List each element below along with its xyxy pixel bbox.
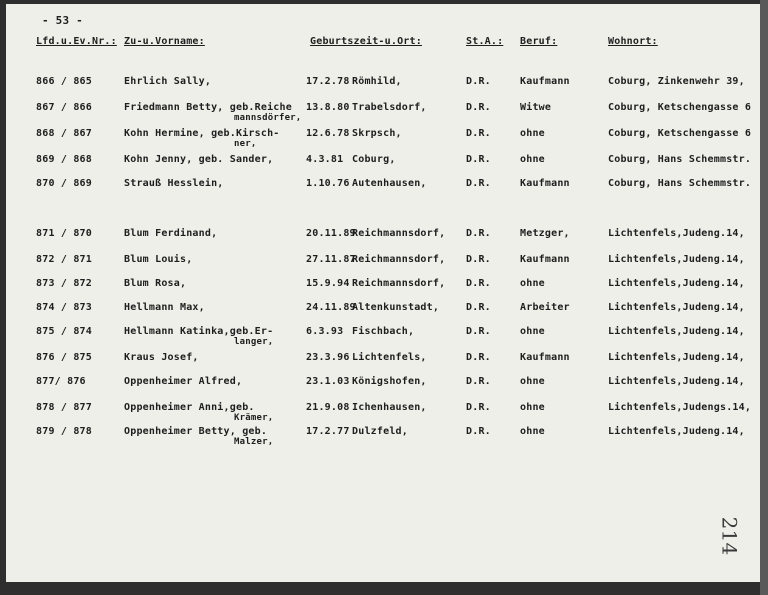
row-birthplace: Altenkunstadt, [352,302,440,313]
row-beruf: ohne [520,326,545,337]
table-row [6,154,760,178]
table-row [6,102,760,126]
row-name: Strauß Hesslein, [124,178,224,189]
row-beruf: Kaufmann [520,254,570,265]
row-wohnort: Lichtenfels,Judeng.14, [608,352,745,363]
row-name-continuation: ner, [234,139,257,149]
row-birthplace: Coburg, [352,154,396,165]
row-sta: D.R. [466,326,491,337]
row-sta: D.R. [466,228,491,239]
row-wohnort: Coburg, Hans Schemmstr. [608,154,752,165]
row-birthdate: 23.1.03 [306,376,350,387]
row-nr: 866 / 865 [36,76,92,87]
row-nr: 872 / 871 [36,254,92,265]
table-row [6,128,760,152]
header-beruf: Beruf: [520,36,558,47]
row-birthplace: Lichtenfels, [352,352,427,363]
row-name: Kohn Jenny, geb. Sander, [124,154,274,165]
row-wohnort: Lichtenfels,Judeng.14, [608,278,745,289]
row-wohnort: Lichtenfels,Judeng.14, [608,376,745,387]
row-name: Blum Rosa, [124,278,187,289]
row-birthdate: 6.3.93 [306,326,344,337]
row-wohnort: Lichtenfels,Judeng.14, [608,228,745,239]
row-nr: 869 / 868 [36,154,92,165]
table-row [6,426,760,450]
row-birthdate: 27.11.87 [306,254,356,265]
row-wohnort: Lichtenfels,Judeng.14, [608,326,745,337]
row-name: Oppenheimer Alfred, [124,376,243,387]
table-row [6,278,760,302]
row-birthdate: 23.3.96 [306,352,350,363]
row-name-continuation: Krämer, [234,413,274,423]
row-birthdate: 15.9.94 [306,278,350,289]
row-birthdate: 13.8.80 [306,102,350,113]
row-beruf: Kaufmann [520,76,570,87]
table-row [6,76,760,100]
row-name-continuation: mannsdörfer, [234,113,302,123]
header-nr: Lfd.u.Ev.Nr.: [36,36,117,47]
row-name: Kraus Josef, [124,352,199,363]
row-birthdate: 21.9.08 [306,402,350,413]
row-wohnort: Lichtenfels,Judeng.14, [608,254,745,265]
row-nr: 876 / 875 [36,352,92,363]
table-row [6,254,760,278]
row-name: Hellmann Max, [124,302,205,313]
row-nr: 879 / 878 [36,426,92,437]
row-name: Friedmann Betty, geb.Reiche [124,102,292,113]
table-row [6,178,760,202]
header-wohnort: Wohnort: [608,36,658,47]
handwritten-page-annotation: 214 [717,516,742,556]
row-wohnort: Coburg, Hans Schemmstr. [608,178,752,189]
row-birthdate: 17.2.77 [306,426,350,437]
row-name: Oppenheimer Betty, geb. [124,426,268,437]
row-wohnort: Lichtenfels,Judengs.14, [608,402,752,413]
row-beruf: Kaufmann [520,178,570,189]
row-beruf: Arbeiter [520,302,570,313]
header-sta: St.A.: [466,36,504,47]
row-wohnort: Coburg, Ketschengasse 6 [608,102,752,113]
table-row [6,302,760,326]
row-name: Kohn Hermine, geb.Kirsch- [124,128,280,139]
row-birthplace: Königshofen, [352,376,427,387]
row-nr: 871 / 870 [36,228,92,239]
row-sta: D.R. [466,426,491,437]
row-birthplace: Skrpsch, [352,128,402,139]
row-wohnort: Coburg, Zinkenwehr 39, [608,76,745,87]
row-nr: 867 / 866 [36,102,92,113]
row-name-continuation: langer, [234,337,274,347]
table-row [6,326,760,350]
row-sta: D.R. [466,128,491,139]
row-sta: D.R. [466,154,491,165]
row-sta: D.R. [466,302,491,313]
document-sheet [6,4,762,582]
header-birth: Geburtszeit-u.Ort: [310,36,422,47]
row-sta: D.R. [466,278,491,289]
row-wohnort: Lichtenfels,Judeng.14, [608,302,745,313]
row-birthplace: Ichenhausen, [352,402,427,413]
row-nr: 874 / 873 [36,302,92,313]
row-nr: 877/ 876 [36,376,86,387]
table-row [6,376,760,400]
row-beruf: ohne [520,154,545,165]
row-name: Blum Louis, [124,254,193,265]
row-birthplace: Römhild, [352,76,402,87]
row-wohnort: Lichtenfels,Judeng.14, [608,426,745,437]
table-row [6,228,760,252]
page-number: - 53 - [42,14,83,27]
row-name-continuation: Malzer, [234,437,274,447]
row-beruf: ohne [520,402,545,413]
row-birthdate: 24.11.89 [306,302,356,313]
row-sta: D.R. [466,376,491,387]
row-sta: D.R. [466,402,491,413]
row-nr: 875 / 874 [36,326,92,337]
row-beruf: Metzger, [520,228,570,239]
row-sta: D.R. [466,76,491,87]
row-sta: D.R. [466,102,491,113]
row-birthplace: Fischbach, [352,326,415,337]
row-beruf: Witwe [520,102,552,113]
row-beruf: ohne [520,278,545,289]
row-name: Blum Ferdinand, [124,228,218,239]
table-row [6,352,760,376]
row-name: Oppenheimer Anni,geb. [124,402,255,413]
row-wohnort: Coburg, Ketschengasse 6 [608,128,752,139]
header-name: Zu-u.Vorname: [124,36,205,47]
row-birthplace: Reichmannsdorf, [352,278,446,289]
row-name: Hellmann Katinka,geb.Er- [124,326,274,337]
row-sta: D.R. [466,178,491,189]
row-birthplace: Reichmannsdorf, [352,228,446,239]
row-sta: D.R. [466,254,491,265]
row-nr: 870 / 869 [36,178,92,189]
row-beruf: ohne [520,128,545,139]
row-nr: 873 / 872 [36,278,92,289]
row-birthplace: Dulzfeld, [352,426,408,437]
row-beruf: Kaufmann [520,352,570,363]
row-nr: 878 / 877 [36,402,92,413]
scan-edge [760,0,768,595]
row-birthdate: 1.10.76 [306,178,350,189]
row-birthdate: 12.6.78 [306,128,350,139]
row-sta: D.R. [466,352,491,363]
row-birthdate: 17.2.78 [306,76,350,87]
row-beruf: ohne [520,376,545,387]
row-birthplace: Trabelsdorf, [352,102,427,113]
row-birthplace: Reichmannsdorf, [352,254,446,265]
table-row [6,402,760,426]
row-birthdate: 4.3.81 [306,154,344,165]
row-name: Ehrlich Sally, [124,76,212,87]
row-nr: 868 / 867 [36,128,92,139]
row-beruf: ohne [520,426,545,437]
row-birthplace: Autenhausen, [352,178,427,189]
row-birthdate: 20.11.89 [306,228,356,239]
